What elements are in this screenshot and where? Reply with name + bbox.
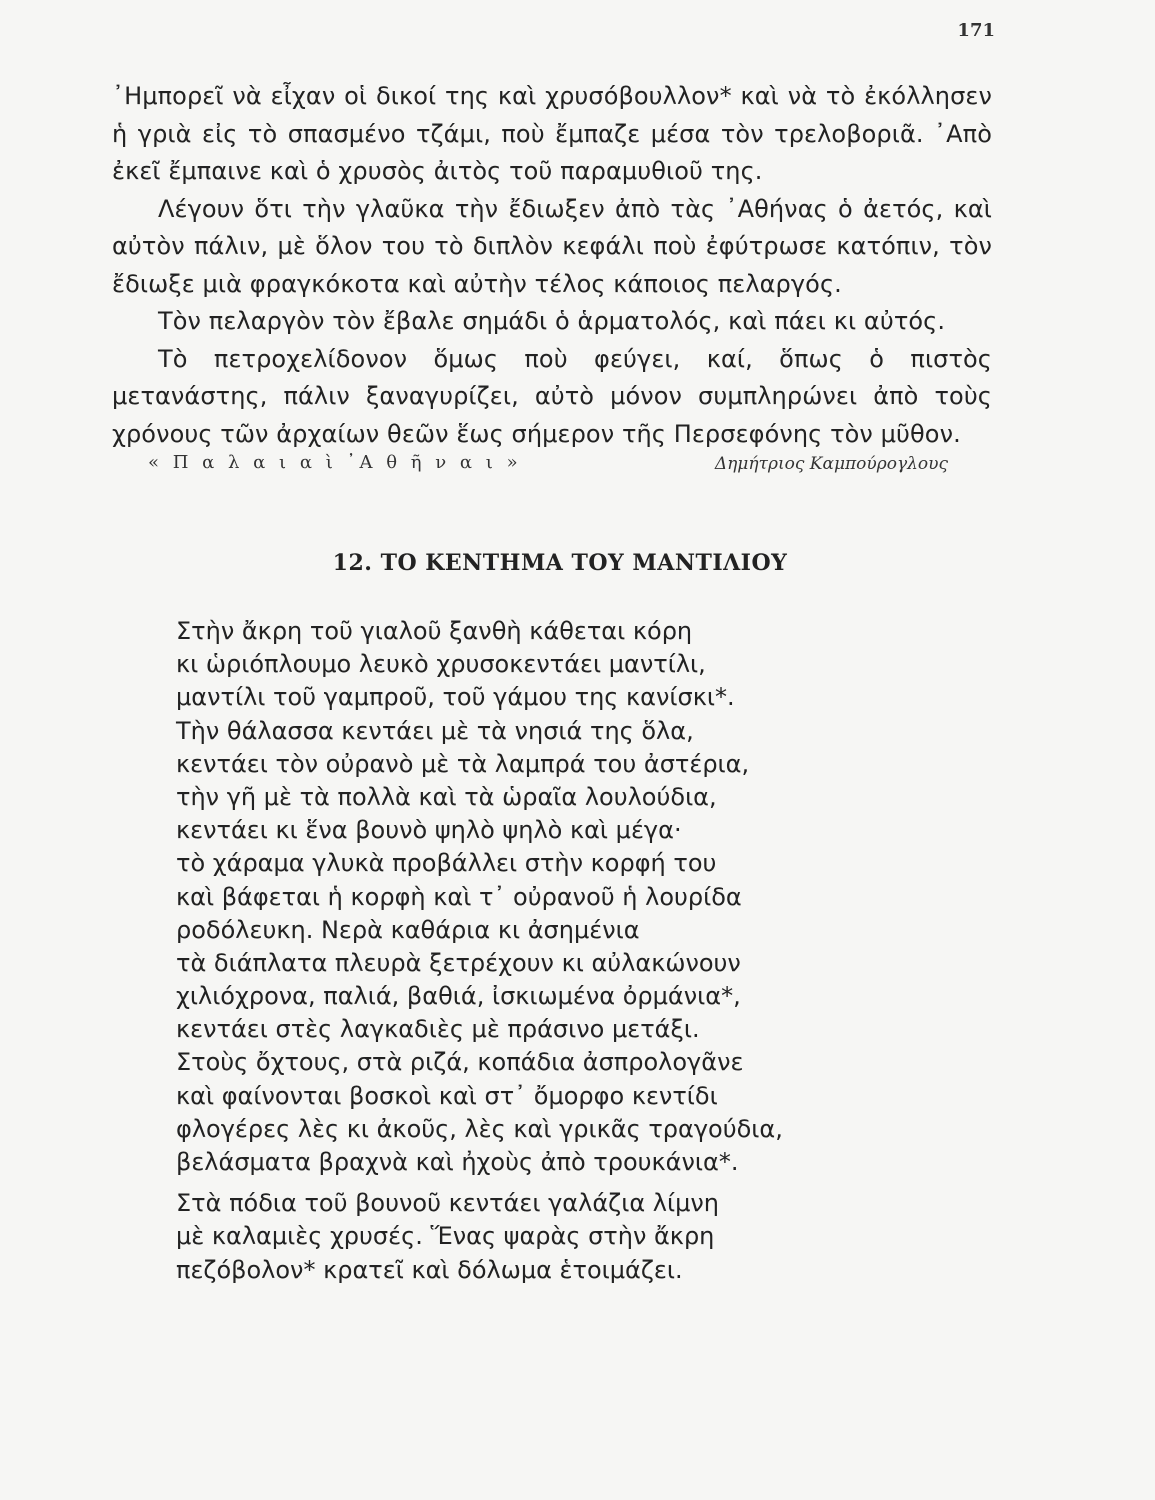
prose-paragraph: Τὸν πελαργὸν τὸν ἔβαλε σημάδι ὁ ἁρματολός, καὶ πάει κι αὐτός. — [158, 307, 946, 335]
poem-line: μὲ καλαμιὲς χρυσές. Ἕνας ψαρὰς στὴν ἄκρη — [176, 1222, 715, 1251]
poem-line: μαντίλι τοῦ γαμπροῦ, τοῦ γάμου της κανίσκι*. — [176, 683, 735, 712]
prose-text — [112, 78, 992, 453]
poem-line: Στὰ πόδια τοῦ βουνοῦ κεντάει γαλάζια λίμνη — [176, 1189, 719, 1218]
poem-line: τὰ διάπλατα πλευρὰ ξετρέχουν κι αὐλακώνουν — [176, 948, 741, 977]
poem-line: πεζόβολον* κρατεῖ καὶ δόλωμα ἑτοιμάζει. — [176, 1255, 683, 1284]
author-name: Δημήτριος Καμπούρογλους — [714, 454, 948, 474]
prose-paragraph: ᾿Ημπορεῖ νὰ εἶχαν οἱ δικοί της καὶ χρυσόβουλλον* καὶ νὰ τὸ ἐκόλλησεν ἡ γριὰ εἰς τὸ σπασμένο τζάμι, ποὺ ἔμπαζε μέσα τὸν τρελοβοριᾶ. ᾿Απὸ ἐκεῖ ἔμπαινε καὶ ὁ χρυσὸς ἀιτὸς τοῦ παραμυθιοῦ της. — [112, 82, 992, 185]
attribution-line — [148, 452, 948, 482]
poem-stanza — [176, 1187, 976, 1287]
poem-line: τὸ χάραμα γλυκὰ προβάλλει στὴν κορφή του — [176, 849, 717, 878]
poem-line: κι ὡριόπλουμο λευκὸ χρυσοκεντάει μαντίλι, — [176, 650, 706, 679]
source-title: « Π α λ α ι α ὶ ᾿Α θ ῆ ν α ι » — [148, 452, 522, 473]
poem — [176, 615, 976, 1287]
poem-line: χιλιόχρονα, παλιά, βαθιά, ἰσκιωμένα ὀρμάνια*, — [176, 982, 741, 1011]
section-title: 12. ΤΟ ΚΕΝΤΗΜΑ ΤΟΥ ΜΑΝΤΙΛΙΟΥ — [332, 550, 788, 576]
poem-line: κεντάει στὲς λαγκαδιὲς μὲ πράσινο μετάξι. — [176, 1015, 700, 1044]
poem-line: Στοὺς ὄχτους, στὰ ριζά, κοπάδια ἀσπρολογᾶνε — [176, 1048, 744, 1077]
poem-line: κεντάει κι ἕνα βουνὸ ψηλὸ ψηλὸ καὶ μέγα· — [176, 816, 682, 845]
poem-line: καὶ φαίνονται βοσκοὶ καὶ στ᾿ ὄμορφο κεντίδι — [176, 1081, 718, 1110]
poem-line: φλογέρες λὲς κι ἀκοῦς, λὲς καὶ γρικᾶς τραγούδια, — [176, 1114, 783, 1143]
poem-line: κεντάει τὸν οὐρανὸ μὲ τὰ λαμπρά του ἀστέρια, — [176, 749, 750, 778]
poem-line: βελάσματα βραχνὰ καὶ ἠχοὺς ἀπὸ τρουκάνια*. — [176, 1148, 739, 1176]
poem-line: Τὴν θάλασσα κεντάει μὲ τὰ νησιά της ὅλα, — [176, 716, 694, 745]
prose-paragraph: Λέγουν ὅτι τὴν γλαῦκα τὴν ἔδιωξεν ἀπὸ τὰς ᾿Αθήνας ὁ ἀετός, καὶ αὐτὸν πάλιν, μὲ ὅλον του τὸ διπλὸν κεφάλι ποὺ ἐφύτρωσε κατόπιν, τὸν ἔδιωξε μιὰ φραγκόκοτα καὶ αὐτὴν τέλος κάποιος πελαργός. — [112, 194, 992, 298]
poem-line: ροδόλευκη. Νερὰ καθάρια κι ἀσημένια — [176, 915, 640, 944]
poem-stanza — [176, 615, 976, 1179]
poem-line: Στὴν ἄκρη τοῦ γιαλοῦ ξανθὴ κάθεται κόρη — [176, 617, 693, 645]
poem-line: καὶ βάφεται ἡ κορφὴ καὶ τ᾿ οὐρανοῦ ἡ λουρίδα — [176, 882, 742, 911]
prose-paragraph: Τὸ πετροχελίδονον ὅμως ποὺ φεύγει, καί, ὅπως ὁ πιστὸς μετανάστης, πάλιν ξαναγυρίζει, αὐτὸ μόνον συμπληρώνει ἀπὸ τοὺς χρόνους τῶν ἀρχαίων θεῶν ἕως σήμερον τῆς Περσεφόνης τὸν μῦθον. — [112, 344, 992, 448]
page-number: 171 — [957, 20, 995, 41]
poem-line: τὴν γῆ μὲ τὰ πολλὰ καὶ τὰ ὡραῖα λουλούδια, — [176, 782, 717, 811]
